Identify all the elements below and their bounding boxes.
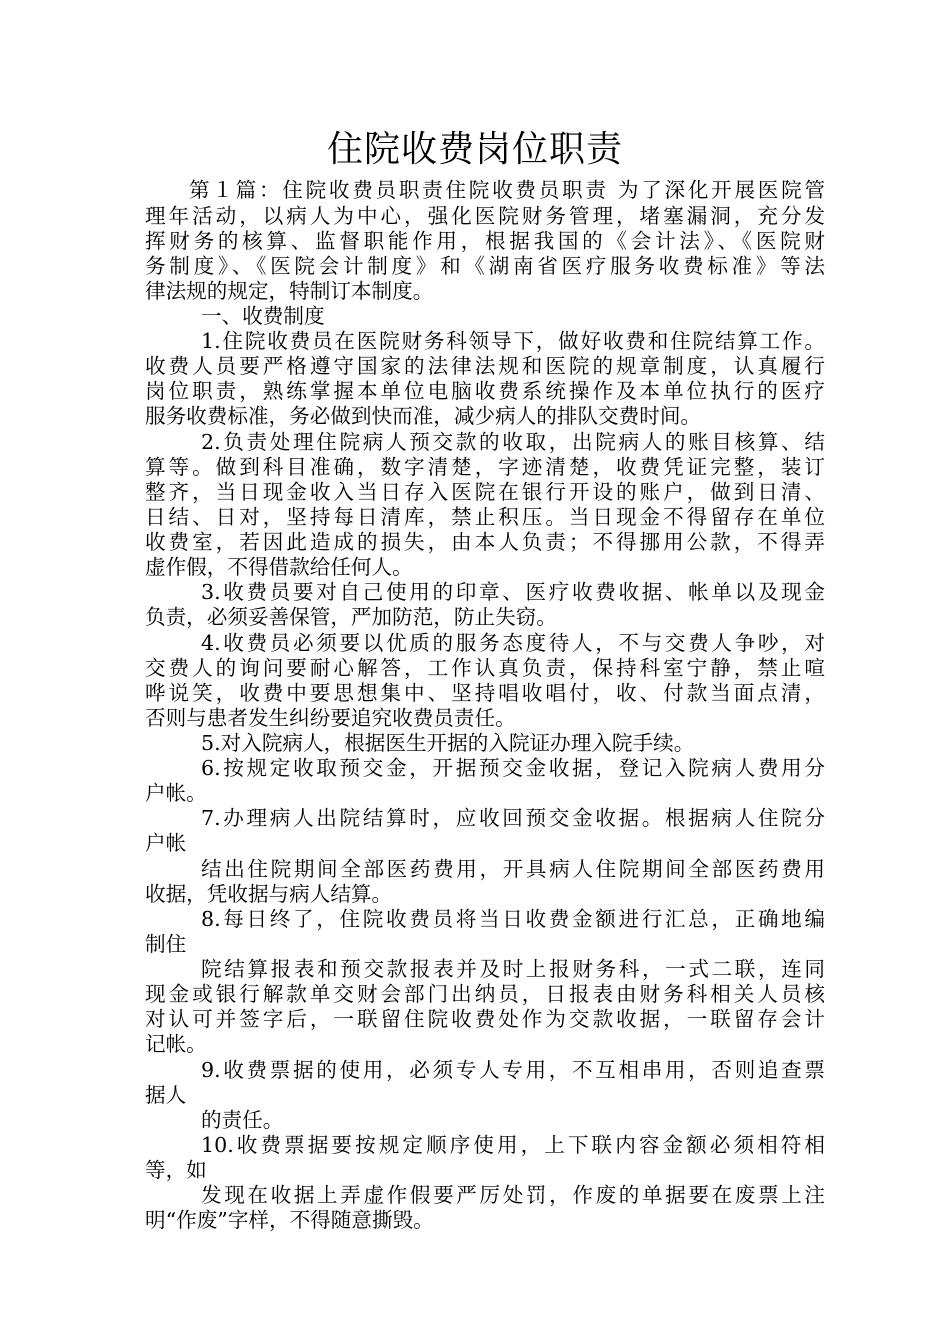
text-line: 9.收费票据的使用，必须专人专用，不互相串用，否则追查票	[201, 1058, 825, 1082]
text-line: 6.按规定收取预交金，开据预交金收据，登记入院病人费用分	[201, 756, 825, 780]
text-line: 服务收费标准，务必做到快而准，减少病人的排队交费时间。	[145, 404, 702, 428]
text-line: 负责，必须妥善保管，严加防范，防止失窃。	[145, 605, 557, 629]
text-line: 收据，凭收据与病人结算。	[145, 882, 393, 906]
text-line: 算等。做到科目准确，数字清楚，字迹清楚，收费凭证完整，装订	[145, 455, 825, 479]
text-line: 发现在收据上弄虚作假要严厉处罚，作废的单据要在废票上注	[201, 1183, 825, 1207]
text-line: 律法规的规定，特制订本制度。	[145, 279, 434, 303]
text-line: 对认可并签字后，一联留住院收费处作为交款收据，一联留存会计	[145, 1007, 825, 1031]
text-line: 户帐	[145, 831, 187, 855]
text-line: 2.负责处理住院病人预交款的收取，出院病人的账目核算、结	[201, 430, 825, 454]
text-line: 收费人员要严格遵守国家的法律法规和医院的规章制度，认真履行	[145, 354, 825, 378]
section-heading: 一、收费制度	[201, 304, 325, 328]
text-line: 整齐，当日现金收入当日存入医院在银行开设的账户，做到日清、	[145, 480, 825, 504]
text-line: 务制度》、《医院会计制度》和《湖南省医疗服务收费标准》等法	[145, 254, 825, 278]
text-line: 第１篇：住院收费员职责住院收费员职责 为了深化开展医院管	[189, 178, 825, 202]
text-line: 7.办理病人出院结算时，应收回预交金收据。根据病人住院分	[201, 806, 825, 830]
text-line: 10.收费票据要按规定顺序使用，上下联内容金额必须相符相	[201, 1133, 825, 1157]
text-line: 交费人的询问要耐心解答，工作认真负责，保持科室宁静，禁止喧	[145, 656, 825, 680]
text-line: 户帐。	[145, 781, 207, 805]
text-line: 5.对入院病人，根据医生开据的入院证办理入院手续。	[201, 731, 695, 755]
text-line: 据人	[145, 1083, 187, 1107]
text-line: 8.每日终了，住院收费员将当日收费金额进行汇总，正确地编	[201, 907, 825, 931]
text-line: 的责任。	[201, 1108, 284, 1132]
text-line: 院结算报表和预交款报表并及时上报财务科，一式二联，连同	[201, 957, 825, 981]
text-line: 明“作废”字样，不得随意撕毁。	[145, 1208, 434, 1232]
text-line: 哗说笑，收费中要思想集中、坚持唱收唱付，收、付款当面点清，	[145, 681, 825, 705]
text-line: 收费室，若因此造成的损失，由本人负责；不得挪用公款，不得弄	[145, 530, 825, 554]
text-line: 1.住院收费员在医院财务科领导下，做好收费和住院结算工作。	[201, 329, 825, 353]
text-line: 结出住院期间全部医药费用，开具病人住院期间全部医药费用	[201, 857, 825, 881]
text-line: 现金或银行解款单交财会部门出纳员，日报表由财务科相关人员核	[145, 982, 825, 1006]
text-line: 3.收费员要对自己使用的印章、医疗收费收据、帐单以及现金	[201, 580, 825, 604]
text-line: 制住	[145, 932, 187, 956]
text-line: 等，如	[145, 1158, 207, 1182]
text-line: 理年活动，以病人为中心，强化医院财务管理，堵塞漏洞，充分发	[145, 204, 825, 228]
text-line: 4.收费员必须要以优质的服务态度待人，不与交费人争吵，对	[201, 631, 825, 655]
document-title: 住院收费岗位职责	[326, 129, 623, 170]
text-line: 记帐。	[145, 1032, 207, 1056]
text-line: 虚作假，不得借款给任何人。	[145, 555, 413, 579]
text-line: 岗位职责，熟练掌握本单位电脑收费系统操作及本单位执行的医疗	[145, 379, 825, 403]
text-line: 日结、日对，坚持每日清库，禁止积压。当日现金不得留存在单位	[145, 505, 825, 529]
text-line: 挥财务的核算、监督职能作用，根据我国的《会计法》、《医院财	[145, 229, 825, 253]
text-line: 否则与患者发生纠纷要追究收费员责任。	[145, 706, 516, 730]
